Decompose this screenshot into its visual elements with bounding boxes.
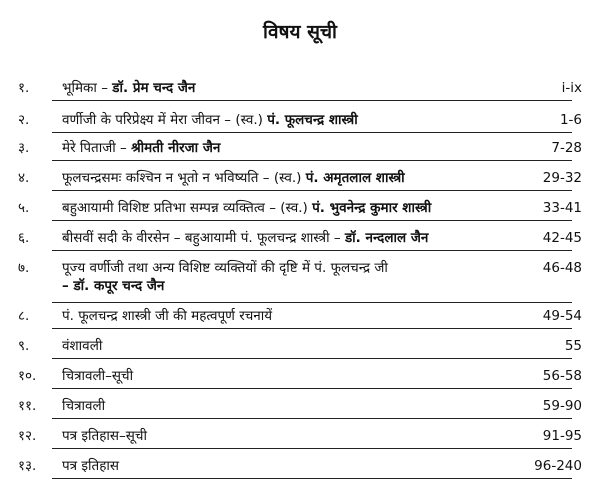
entry-title: बीसवीं सदी के वीरसेन – बहुआयामी पं. फूलचन्द्र शास्त्री – डॉ. नन्दलाल जैन (62, 230, 429, 246)
entry-title: चित्रावली (62, 398, 106, 414)
entry-author: पं. फूलचन्द्र शास्त्री (267, 112, 358, 128)
page-title: विषय सूची (263, 21, 337, 43)
entry-pages: 33-41 (542, 200, 582, 216)
divider (52, 132, 572, 133)
toc-entry (0, 306, 600, 326)
entry-title: बहुआयामी विशिष्ट प्रतिभा सम्पन्न व्यक्तित्व – (स्व.) पं. भुवनेन्द्र कुमार शास्त्री (62, 200, 432, 216)
divider (52, 418, 572, 419)
toc-entry (0, 228, 600, 248)
entry-pages: i-ix (561, 80, 582, 96)
entry-number: १०. (18, 368, 37, 384)
entry-number: १. (18, 80, 30, 96)
entry-title: मेरे पिताजी – श्रीमती नीरजा जैन (62, 140, 221, 156)
entry-pages: 46-48 (542, 260, 582, 276)
divider (52, 250, 572, 251)
toc-entry (0, 396, 600, 416)
entry-pages: 96-240 (534, 458, 582, 474)
entry-number: ५. (18, 200, 30, 216)
toc-entry (0, 258, 600, 298)
divider (52, 478, 572, 479)
entry-title: फूलचन्द्रसमः कश्चिन न भूतो न भविष्यति – (स्व.) पं. अमृतलाल शास्त्री (62, 170, 405, 186)
entry-number: ६. (18, 230, 30, 246)
entry-number: ९. (18, 338, 30, 354)
divider (52, 328, 572, 329)
entry-pages: 29-32 (542, 170, 582, 186)
divider (52, 160, 572, 161)
entry-pages: 1-6 (559, 112, 582, 128)
entry-pages: 56-58 (542, 368, 582, 384)
entry-author: पं. अमृतलाल शास्त्री (305, 170, 405, 186)
divider (52, 190, 572, 191)
entry-number: ११. (18, 398, 37, 414)
entry-number: १२. (18, 428, 37, 444)
divider (52, 220, 572, 221)
entry-pages: 91-95 (542, 428, 582, 444)
entry-title: पूज्य वर्णीजी तथा अन्य विशिष्ट व्यक्तियों की दृष्टि में पं. फूलचन्द्र जी (62, 260, 388, 276)
toc-entry (0, 110, 600, 130)
entry-author: – डॉ. कपूर चन्द जैन (62, 278, 165, 294)
entry-title: पत्र इतिहास (62, 458, 120, 474)
entry-author: पं. भुवनेन्द्र कुमार शास्त्री (312, 200, 432, 216)
divider (52, 100, 572, 101)
toc-entry (0, 366, 600, 386)
toc-entry (0, 456, 600, 476)
entry-title: भूमिका – डॉ. प्रेम चन्द जैन (62, 80, 196, 96)
entry-title: चित्रावली–सूची (62, 368, 134, 384)
entry-pages: 42-45 (542, 230, 582, 246)
toc-entry (0, 426, 600, 446)
entry-pages: 7-28 (551, 140, 582, 156)
entry-pages: 59-90 (542, 398, 582, 414)
entry-number: ८. (18, 308, 30, 324)
entry-number: ७. (18, 260, 30, 276)
entry-title: वंशावली (62, 338, 103, 354)
toc-entry (0, 78, 600, 98)
entry-title: वर्णीजी के परिप्रेक्ष्य में मेरा जीवन – (स्व.) पं. फूलचन्द्र शास्त्री (62, 112, 358, 128)
divider (52, 358, 572, 359)
divider (52, 388, 572, 389)
entry-number: ३. (18, 140, 30, 156)
entry-number: ४. (18, 170, 30, 186)
entry-pages: 55 (564, 338, 582, 354)
toc-entry (0, 198, 600, 218)
entry-author: श्रीमती नीरजा जैन (131, 140, 221, 156)
entry-number: १३. (18, 458, 37, 474)
entry-author: डॉ. प्रेम चन्द जैन (112, 80, 196, 96)
divider (52, 448, 572, 449)
toc-entry (0, 138, 600, 158)
toc-entry (0, 168, 600, 188)
entry-number: २. (18, 112, 30, 128)
entry-title: पत्र इतिहास–सूची (62, 428, 147, 444)
entry-pages: 49-54 (542, 308, 582, 324)
entry-author: डॉ. नन्दलाल जैन (344, 230, 429, 246)
entry-title: पं. फूलचन्द्र शास्त्री जी की महत्वपूर्ण रचनायें (62, 308, 273, 324)
divider (52, 302, 572, 303)
toc-entry (0, 336, 600, 356)
